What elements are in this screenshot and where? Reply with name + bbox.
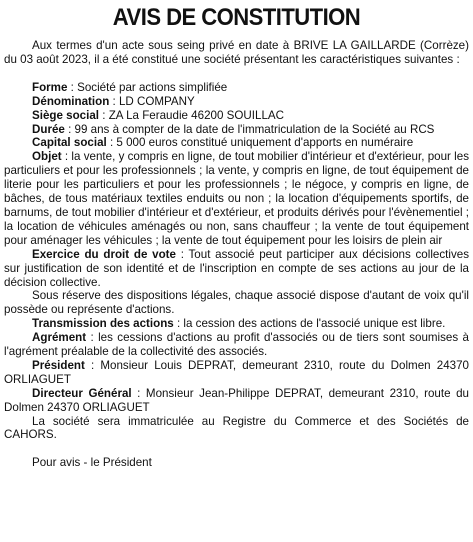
- field-label: Transmission des actions: [32, 317, 174, 331]
- field-agrement: [4, 331, 469, 359]
- field-objet: [4, 150, 469, 247]
- intro-paragraph: Aux termes d'un acte sous seing privé en date à BRIVE LA GAILLARDE (Corrèze) du 03 août 2023, il a été constitué une société présentant les caractéristiques suivantes :: [4, 39, 469, 66]
- field-label: Exercice du droit de vote: [32, 247, 176, 261]
- field-forme: [4, 81, 469, 95]
- field-value: : la cession des actions de l'associé unique est libre.: [173, 317, 446, 331]
- field-directeur-general: [4, 387, 469, 415]
- field-label: Agrément: [32, 331, 87, 345]
- field-denomination: [4, 95, 469, 109]
- field-value: : les cessions d'actions au profit d'associés ou de tiers sont soumises à l'agrément préalable de la collectivité des associés.: [4, 331, 469, 359]
- field-siege-social: [4, 109, 469, 123]
- field-label: Dénomination: [32, 94, 110, 108]
- field-label: Durée: [32, 122, 65, 136]
- field-value: : Monsieur Louis DEPRAT, demeurant 2310, route du Dolmen 24370 ORLIAGUET: [4, 358, 469, 386]
- reserve-paragraph: Sous réserve des dispositions légales, chaque associé dispose d'autant de voix qu'il possède ou représente d'actions.: [4, 289, 469, 317]
- field-value: : LD COMPANY: [109, 94, 195, 108]
- field-transmission: [4, 317, 469, 331]
- field-label: Objet: [32, 150, 62, 164]
- field-droit-de-vote: [4, 248, 469, 290]
- field-value: : Société par actions simplifiée: [67, 80, 228, 94]
- field-value: : la vente, y compris en ligne, de tout mobilier d'intérieur et d'extérieur, pour les particuliers et pour les professionnels ; la vente, y compris en ligne, de tout équipement de literie pour les particuliers et pour les professionnels ; le négoce, y compris en ligne, de bâches, de tous matériaux textiles enduits ou non ; la location d'équipements sportifs, de barnums, de tout mobilier d'intérieur et d'extérieur, et produits dérivés pour l'évènementiel ; la location de véhicules aménagés ou non, sans chauffeur ; la vente de tout équipement pour aménager les véhicules ; la vente de tout équipement pour les loisirs de plein air: [4, 150, 469, 247]
- field-value: : ZA La Feraudie 46200 SOUILLAC: [99, 108, 284, 122]
- field-label: Capital social: [32, 136, 107, 150]
- field-label: Président: [32, 358, 85, 372]
- field-capital-social: [4, 136, 469, 150]
- field-value: : Tout associé peut participer aux décisions collectives sur justification de son identité et de l'inscription en compte de ses actions au jour de la décision collective.: [4, 247, 469, 289]
- signature-line: Pour avis - le Président: [32, 456, 152, 470]
- field-label: Siège social: [32, 108, 100, 122]
- field-label: Forme: [32, 80, 68, 94]
- field-value: : Monsieur Jean-Philippe DEPRAT, demeurant 2310, route du Dolmen 24370 ORLIAGUET: [4, 386, 469, 414]
- notice-title: AVIS DE CONSTITUTION: [112, 4, 361, 31]
- field-value: : 5 000 euros constitué uniquement d'apports en numéraire: [106, 136, 414, 150]
- field-duree: [4, 123, 469, 137]
- immatriculation-paragraph: La société sera immatriculée au Registre du Commerce et des Sociétés de CAHORS.: [4, 414, 469, 442]
- field-label: Directeur Général: [32, 386, 132, 400]
- field-president: [4, 359, 469, 387]
- field-value: : 99 ans à compter de la date de l'immatriculation de la Société au RCS: [64, 122, 435, 136]
